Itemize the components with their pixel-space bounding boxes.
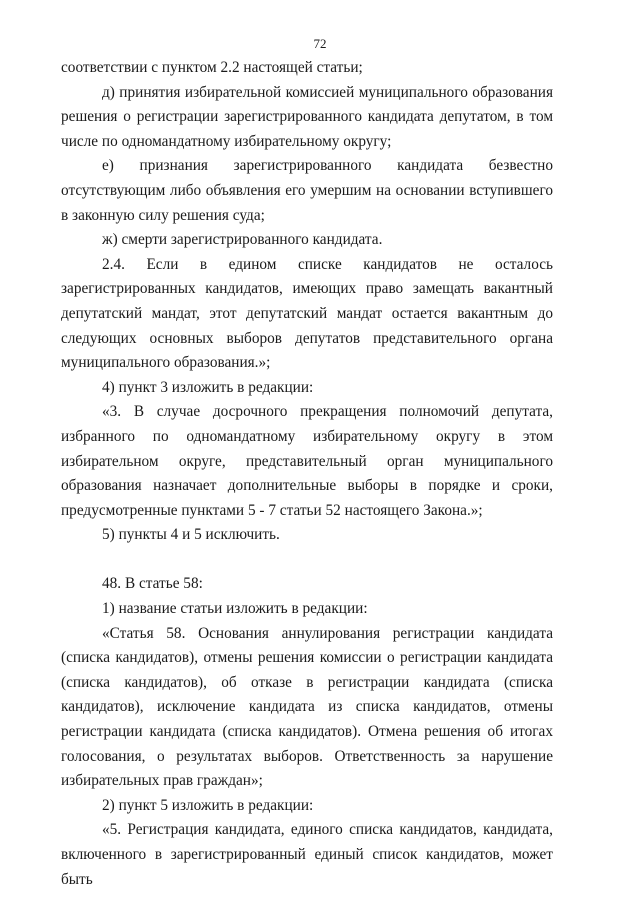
paragraph: 2.4. Если в едином списке кандидатов не осталось зарегистрированных кандидатов, имеющих право замещать вакантный депутатский мандат, этот депутатский мандат остается вакантным до следующих основных выборов депутатов представительного органа муниципального образования.»; [61,255,553,372]
paragraph: ж) смерти зарегистрированного кандидата. [102,231,383,249]
paragraph: «Статья 58. Основания аннулирования регистрации кандидата (списка кандидатов), отмены решения комиссии о регистрации кандидата (списка кандидатов), об отказе в регистрации кандидата (списка кандидатов), исключение кандидата из списка кандидатов, отмены регистрации кандидата (списка кандидатов). Отмена решения об итогах голосования, о результатах выборов. Ответственность за нарушение избирательных прав граждан»; [61,624,553,790]
paragraph: 48. В статье 58: [102,575,203,593]
paragraph: 1) название статьи изложить в редакции: [102,600,368,618]
paragraph: «3. В случае досрочного прекращения полномочий депутата, избранного по одномандатному избирательному округу в этом избирательном округе, представительный орган муниципального образования назначает дополнительные выборы в порядке и сроки, предусмотренные пунктами 5 - 7 статьи 52 настоящего Закона.»; [61,403,553,519]
paragraph: «5. Регистрация кандидата, единого списка кандидатов, кандидата, включенного в зарегистрированный единый список кандидатов, может быть [61,821,553,888]
paragraph: соответствии с пунктом 2.2 настоящей статьи; [61,59,363,76]
paragraph: 5) пункты 4 и 5 исключить. [102,526,280,544]
body-text [61,56,553,892]
paragraph: 4) пункт 3 изложить в редакции: [102,378,314,396]
paragraph: е) признания зарегистрированного кандидата безвестно отсутствующим либо объявления его умершим на основании вступившего в законную силу решения суда; [61,157,553,224]
page-number: 72 [313,36,327,51]
paragraph: 2) пункт 5 изложить в редакции: [102,796,314,814]
paragraph: д) принятия избирательной комиссией муниципального образования решения о регистрации зарегистрированного кандидата депутатом, в том числе по одномандатному избирательному округу; [61,83,553,150]
